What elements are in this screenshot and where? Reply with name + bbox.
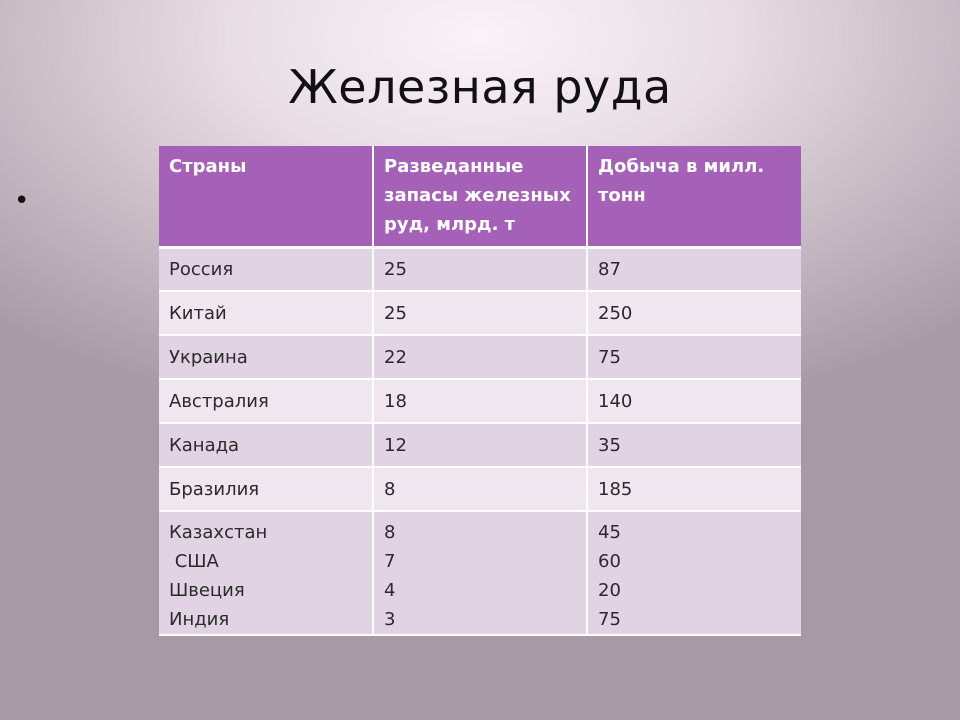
cell-reserves: 22	[373, 335, 587, 379]
table-row	[159, 291, 801, 335]
cell-production: 75	[598, 609, 621, 630]
header-countries: Страны	[159, 146, 373, 247]
cell-countries-group	[159, 511, 373, 635]
cell-country: Индия	[169, 609, 230, 630]
cell-reserves: 7	[384, 551, 396, 572]
cell-production: 87	[587, 247, 801, 291]
cell-reserves: 18	[373, 379, 587, 423]
cell-country: США	[169, 551, 219, 572]
cell-reserves: 12	[373, 423, 587, 467]
table-row	[159, 379, 801, 423]
cell-reserves-group	[373, 511, 587, 635]
table-row-grouped	[159, 511, 801, 635]
cell-production: 250	[587, 291, 801, 335]
cell-country: Казахстан	[169, 522, 268, 543]
cell-production: 60	[598, 551, 621, 572]
cell-country: Канада	[159, 423, 373, 467]
table-row	[159, 335, 801, 379]
table-row	[159, 247, 801, 291]
table-row	[159, 423, 801, 467]
slide-title: Железная руда	[288, 60, 672, 114]
header-production: Добыча в милл. тонн	[587, 146, 801, 247]
cell-country: Россия	[159, 247, 373, 291]
cell-reserves: 8	[373, 467, 587, 511]
header-reserves: Разведанные запасы железных руд, млрд. т	[373, 146, 587, 247]
cell-country: Австралия	[159, 379, 373, 423]
cell-production: 35	[587, 423, 801, 467]
cell-country: Бразилия	[159, 467, 373, 511]
iron-ore-table	[159, 146, 801, 636]
cell-country: Швеция	[169, 580, 245, 601]
cell-production: 20	[598, 580, 621, 601]
cell-reserves: 3	[384, 609, 396, 630]
cell-production: 185	[587, 467, 801, 511]
bullet-point: •	[14, 186, 30, 216]
cell-reserves: 8	[384, 522, 396, 543]
cell-reserves: 25	[373, 247, 587, 291]
table-row	[159, 467, 801, 511]
cell-country: Украина	[159, 335, 373, 379]
cell-reserves: 25	[373, 291, 587, 335]
cell-production: 140	[587, 379, 801, 423]
cell-production-group	[587, 511, 801, 635]
cell-production: 75	[587, 335, 801, 379]
table-header-row	[159, 146, 801, 247]
cell-country: Китай	[159, 291, 373, 335]
cell-reserves: 4	[384, 580, 396, 601]
cell-production: 45	[598, 522, 621, 543]
